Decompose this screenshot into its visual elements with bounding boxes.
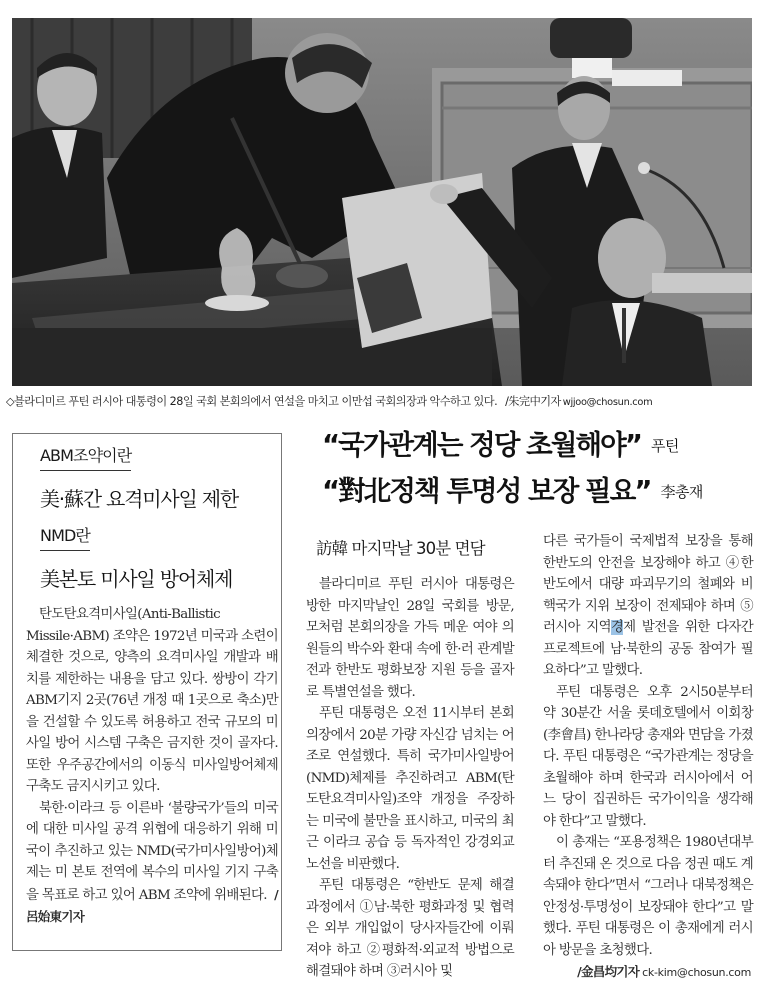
abm-headline: 美·蘇간 요격미사일 제한 bbox=[40, 487, 239, 511]
headline-speaker-1: 푸틴 bbox=[651, 437, 679, 455]
photo-credit-email[interactable]: wjjoo@chosun.com bbox=[562, 397, 653, 408]
explainer-paragraph-abm: 탄도탄요격미사일(Anti-Ballistic Missile·ABM) 조약은 1972년 미국과 소련이 체결한 것으로, 양측의 요격미사일 개발과 배치를 제한하는 내용을 담고 있다. 쌍방이 각기 ABM기지 2곳(76년 개정 때 1곳으로 축소)만을 건설할 수 있도록 허용하고 전국 규모의 미사일 방어 시스템 구축은 금지한 것이 골자다. 또한 우주공간에서의 이동식 미사일방어체제 구축도 금지시키고 있다. bbox=[26, 607, 278, 794]
reporter-name: /金昌均기자 bbox=[577, 964, 640, 979]
article-byline bbox=[543, 961, 753, 984]
article-paragraph: 푸틴 대통령은 오전 11시부터 본회의장에서 20분 가량 자신감 넘치는 어조로 연설했다. 특히 국가미사일방어(NMD)체제를 추진하려고 ABM(탄도탄요격미사일)조약 개정을 주장하는 미국에 불만을 표시하고, 미국의 최근 이라크 공습 등 독자적인 강경외교 노선을 비판했다. bbox=[306, 706, 514, 872]
caption-text: ◇블라디미르 푸틴 러시아 대통령이 28일 국회 본회의에서 연설을 마치고 이만섭 국회의장과 악수하고 있다. bbox=[6, 395, 498, 408]
handshake-photo-illustration bbox=[12, 18, 752, 386]
photo-credit: /朱完中기자 bbox=[505, 395, 561, 408]
headline-quote-1: “국가관계는 정당 초월해야” bbox=[322, 429, 642, 461]
article-paragraph: 블라디미르 푸틴 러시아 대통령은 방한 마지막날인 28일 국회를 방문, 모처럼 본회의장을 가득 메운 여야 의원들의 박수와 환대 속에 한·러 관계발전과 한반도 평화보장 지원 등을 골자로 특별연설을 했다. bbox=[306, 577, 514, 700]
headline-speaker-2: 李총재 bbox=[660, 483, 703, 501]
nmd-kicker: NMD란 bbox=[40, 526, 90, 551]
main-headline-2 bbox=[322, 474, 703, 509]
article-paragraph-continued[interactable]: 다른 국가들이 국제법적 보장을 통해 한반도의 안전을 보장해야 하고 ④한반도에서 대량 파괴무기의 철폐와 비핵국가 지위 보장이 전제돼야 하며 ⑤러시아 지역경제 발전을 위한 다자간 프로젝트에 남·북한의 공동 참여가 필요하다”고 말했다. bbox=[543, 534, 753, 678]
article-column-1 bbox=[306, 574, 514, 983]
explainer-paragraph-nmd: 북한·이라크 등 이른바 ‘불량국가’들의 미국에 대한 미사일 공격 위협에 대응하기 위해 미국이 추진하고 있는 NMD(국가미사일방어)체제는 미 본토 전역에 복수의 미사일 기지 구축을 목표로 하고 있어 ABM 조약에 위배된다. /呂始東기자 bbox=[26, 800, 279, 924]
explainer-box bbox=[12, 433, 282, 951]
photo-caption bbox=[6, 393, 776, 411]
main-headline-1 bbox=[322, 428, 679, 463]
nmd-headline: 美본토 미사일 방어체제 bbox=[40, 567, 233, 591]
article-paragraph: 푸틴 대통령은 오후 2시50분부터 약 30분간 서울 롯데호텔에서 이회창(李會昌) 한나라당 총재와 면담을 가졌다. 푸틴 대통령은 “국가관계는 정당을 초월해야 하며 한국과 러시아에서 어느 당이 집권하든 국가이익을 생각해야 한다”고 말했다. bbox=[543, 684, 753, 829]
news-photo bbox=[12, 18, 752, 386]
article-column-2 bbox=[543, 531, 753, 984]
abm-kicker: ABM조약이란 bbox=[40, 446, 131, 471]
article-paragraph: 푸틴 대통령은 “한반도 문제 해결 과정에서 ①남·북한 평화과정 및 협력은 외부 개입없이 당사자들간에 이뤄져야 하고 ②평화적·외교적 방법으로 해결돼야 하며 ③러시아 및 bbox=[306, 878, 514, 979]
explainer-body bbox=[26, 604, 278, 929]
article-paragraph: 이 총재는 “포용정책은 1980년대부터 추진돼 온 것으로 다음 정권 때도 계속돼야 한다”면서 “그러나 대북정책은 안정성·투명성이 보장돼야 한다”고 말했다. 푸틴 대통령은 이 총재에게 러시아 방문을 초청했다. bbox=[543, 835, 753, 958]
article-subhead: 訪韓 마지막날 30분 면담 bbox=[316, 539, 485, 558]
headline-quote-2: “對北정책 투명성 보장 필요” bbox=[322, 475, 651, 507]
reporter-email[interactable]: ck-kim@chosun.com bbox=[642, 966, 751, 979]
explainer-byline: /呂始東기자 bbox=[26, 886, 279, 924]
selected-text[interactable]: 경 bbox=[610, 620, 624, 635]
